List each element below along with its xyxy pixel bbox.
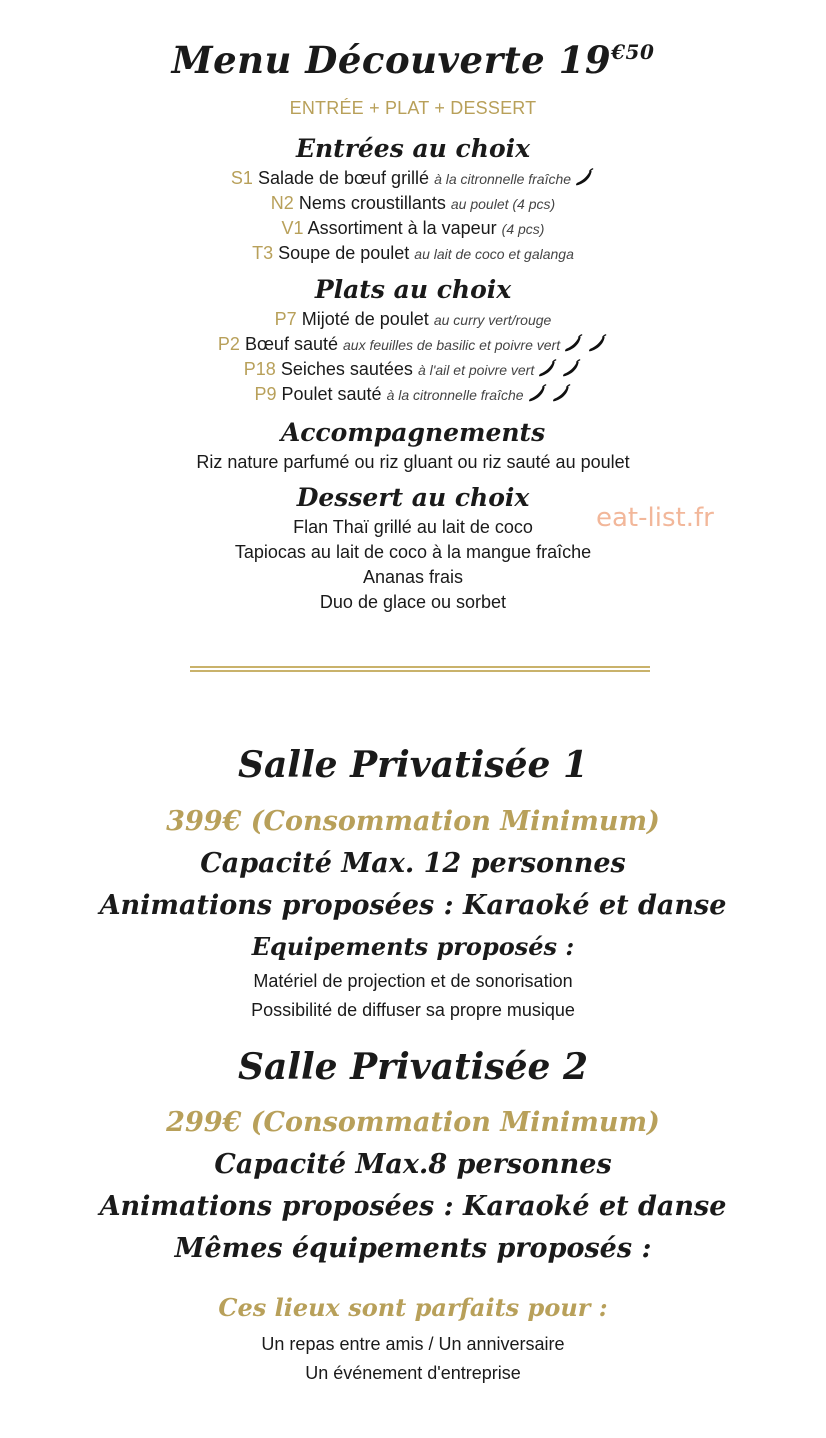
dish-row (0, 357, 826, 382)
dish-note: à l'ail et poivre vert (417, 362, 535, 378)
dish-name: Poulet sauté (281, 384, 382, 404)
dish-name: Nems croustillants (298, 193, 446, 213)
plats-heading: Plats au choix (314, 275, 512, 304)
dish-name: Soupe de poulet (278, 243, 410, 263)
dish-code: P7 (274, 309, 297, 329)
dish-code: T3 (252, 243, 274, 263)
dish-code: P2 (217, 334, 240, 354)
dish-note: à la citronnelle fraîche (434, 171, 572, 187)
dish-note: aux feuilles de basilic et poivre vert (343, 337, 561, 353)
dessert-item: Tapiocas au lait de coco à la mangue fraîche (234, 542, 592, 562)
dish-code: N2 (270, 193, 294, 213)
salle1-equipment-heading: Equipements proposés : (251, 932, 575, 961)
usage-line-1: Un repas entre amis / Un anniversaire (261, 1334, 565, 1354)
dish-note: au poulet (4 pcs) (450, 196, 556, 212)
dish-name: Seiches sautées (280, 359, 413, 379)
dish-note: à la citronnelle fraîche (386, 387, 524, 403)
entrees-heading: Entrées au choix (295, 134, 531, 163)
dessert-item: Ananas frais (362, 567, 464, 587)
dish-row (0, 241, 826, 266)
dish-name: Bœuf sauté (244, 334, 338, 354)
dish-row (0, 216, 826, 241)
salle1-equipment-2: Possibilité de diffuser sa propre musique (251, 1000, 575, 1020)
dish-row (0, 307, 826, 332)
salle2-price: 299€ (Consommation Minimum) (166, 1107, 660, 1138)
salle2-capacity: Capacité Max.8 personnes (214, 1149, 612, 1180)
dish-row (0, 332, 826, 357)
desserts-heading: Dessert au choix (296, 483, 530, 512)
accompagnements-text: Riz nature parfumé ou riz gluant ou riz sauté au poulet (196, 452, 630, 472)
chili-pepper-icon (550, 383, 572, 405)
gold-divider (190, 666, 650, 672)
menu-price: 19 (558, 38, 612, 82)
dish-code: P9 (254, 384, 277, 404)
chili-pepper-icon (526, 383, 548, 405)
menu-formula: ENTRÉE + PLAT + DESSERT (289, 98, 537, 118)
salle1-price: 399€ (Consommation Minimum) (166, 806, 660, 837)
menu-price-cents: €50 (611, 40, 655, 64)
menu-title-text: Menu Découverte (171, 38, 546, 82)
dish-row (0, 166, 826, 191)
salle1-equipment-1: Matériel de projection et de sonorisation (253, 971, 573, 991)
dessert-item: Flan Thaï grillé au lait de coco (293, 517, 533, 537)
usage-heading: Ces lieux sont parfaits pour : (218, 1293, 608, 1322)
dish-name: Mijoté de poulet (301, 309, 429, 329)
dish-row (0, 191, 826, 216)
salle1-capacity: Capacité Max. 12 personnes (200, 848, 626, 879)
watermark: eat-list.fr (596, 503, 714, 533)
dish-note: au curry vert/rouge (433, 312, 552, 328)
dish-code: V1 (281, 218, 304, 238)
dish-name: Assortiment à la vapeur (307, 218, 497, 238)
dish-code: P18 (243, 359, 276, 379)
chili-pepper-icon (560, 358, 582, 380)
salle2-animations: Animations proposées : Karaoké et danse (99, 1191, 727, 1222)
dish-row (0, 382, 826, 407)
dish-name: Salade de bœuf grillé (257, 168, 430, 188)
menu-title (0, 38, 826, 82)
salle2-title: Salle Privatisée 2 (237, 1046, 589, 1088)
chili-pepper-icon (586, 333, 608, 355)
usage-line-2: Un événement d'entreprise (305, 1363, 521, 1383)
chili-pepper-icon (536, 358, 558, 380)
dish-note: au lait de coco et galanga (414, 246, 574, 262)
chili-pepper-icon (573, 167, 595, 189)
accompagnements-heading: Accompagnements (280, 418, 546, 447)
salle2-equipment-heading: Mêmes équipements proposés : (174, 1233, 652, 1264)
dessert-item: Duo de glace ou sorbet (319, 592, 507, 612)
dish-code: S1 (230, 168, 253, 188)
chili-pepper-icon (562, 333, 584, 355)
salle1-animations: Animations proposées : Karaoké et danse (99, 890, 727, 921)
salle1-title: Salle Privatisée 1 (237, 744, 589, 786)
dish-note: (4 pcs) (501, 221, 545, 237)
